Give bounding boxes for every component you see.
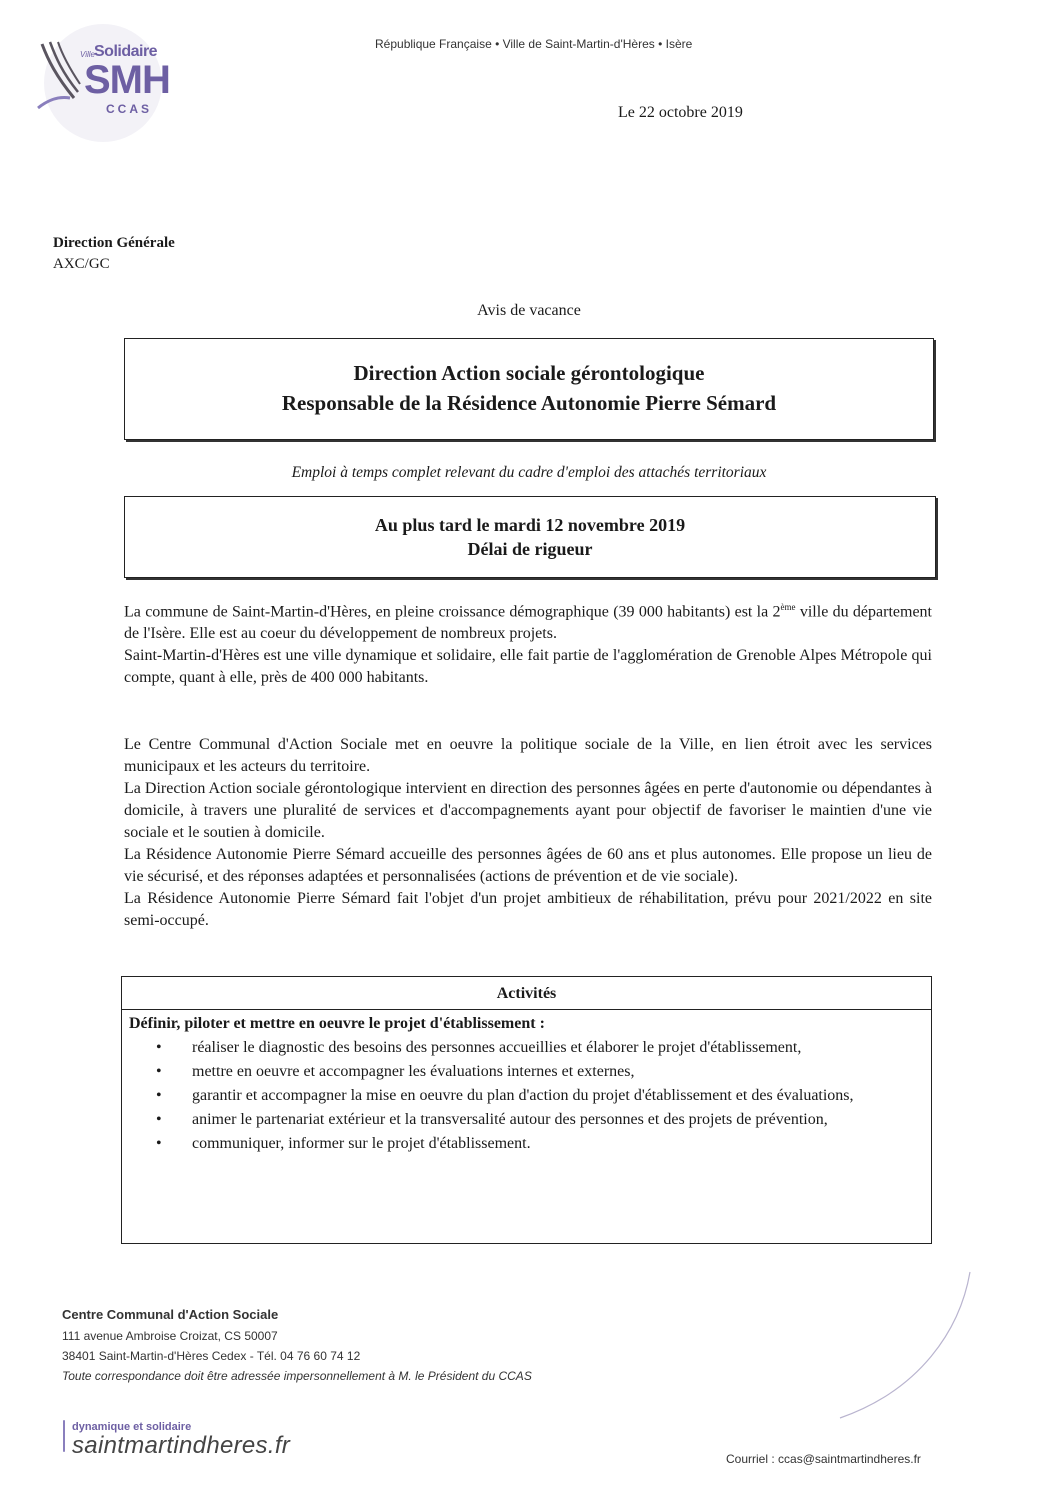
header-republique: République Française • Ville de Saint-Martin-d'Hères • Isère	[375, 37, 693, 51]
footer-org-name: Centre Communal d'Action Sociale	[62, 1307, 279, 1322]
website-bar	[63, 1420, 65, 1452]
deadline-date: Au plus tard le mardi 12 novembre 2019	[374, 515, 686, 535]
context-paragraph-3: La Résidence Autonomie Pierre Sémard accueille des personnes âgées de 60 ans et plus autonomes. Elle propose un lieu de vie sécurisé, et des réponses adaptées et personnalisées (actions de prévention et de vie sociale).	[124, 846, 932, 885]
deadline-box	[124, 496, 936, 578]
sender-direction: Direction Générale	[53, 235, 175, 251]
logo-smh-text: SMH	[84, 58, 170, 102]
logo-solidaire-text: Solidaire	[94, 43, 158, 60]
position-title-line2: Responsable de la Résidence Autonomie Pierre Sémard	[281, 391, 777, 415]
notice-avis: Avis de vacance	[477, 302, 581, 319]
letter-date: Le 22 octobre 2019	[618, 104, 743, 121]
activities-list	[152, 1037, 924, 1157]
logo-ville-text: Ville	[80, 50, 95, 59]
position-title-box	[124, 338, 934, 440]
ccas-logo	[18, 24, 168, 124]
intro-paragraph-2: Saint-Martin-d'Hères est une ville dynamique et solidaire, elle fait partie de l'agglomération de Grenoble Alpes Métropole qui compte, quant à elle, près de 400 000 habitants.	[124, 647, 932, 687]
context-paragraph-4: La Résidence Autonomie Pierre Sémard fait l'objet d'un projet ambitieux de réhabilitation, prévu pour 2021/2022 en site semi-occupé.	[124, 890, 932, 929]
list-item: • communiquer, informer sur le projet d'établissement.	[156, 1135, 531, 1152]
decorative-arc-icon	[820, 1270, 980, 1420]
list-item: • animer le partenariat extérieur et la transversalité autour des personnes et des projets de prévention,	[156, 1111, 828, 1128]
list-item: • mettre en oeuvre et accompagner les évaluations internes et externes,	[156, 1063, 635, 1080]
context-paragraph-1: Le Centre Communal d'Action Sociale met en oeuvre la politique sociale de la Ville, en lien étroit avec les services municipaux et les acteurs du territoire.	[124, 736, 932, 775]
intro-section	[124, 596, 932, 689]
footer-tagline: dynamique et solidaire	[72, 1421, 192, 1433]
sender-reference: AXC/GC	[53, 256, 110, 272]
context-section	[124, 734, 932, 932]
footer-website[interactable]: saintmartindheres.fr	[72, 1432, 291, 1459]
position-title-line1: Direction Action sociale gérontologique	[353, 361, 705, 385]
activities-title: Définir, piloter et mettre en oeuvre le projet d'établissement :	[129, 1015, 545, 1032]
activities-header: Activités	[122, 977, 931, 1010]
employment-type: Emploi à temps complet relevant du cadre d'emploi des attachés territoriaux	[291, 464, 767, 481]
footer-note: Toute correspondance doit être adressée impersonnellement à M. le Président du CCAS	[62, 1369, 532, 1383]
activities-table	[121, 976, 932, 1244]
footer-address-1: 111 avenue Ambroise Croizat, CS 50007	[62, 1329, 278, 1343]
footer-address-2: 38401 Saint-Martin-d'Hères Cedex - Tél. 04 76 60 74 12	[62, 1349, 361, 1363]
list-item: • réaliser le diagnostic des besoins des personnes accueillies et élaborer le projet d'établissement,	[156, 1039, 802, 1056]
deadline-note: Délai de rigueur	[467, 539, 593, 559]
logo-ccas-text: CCAS	[106, 102, 153, 116]
context-paragraph-2: La Direction Action sociale gérontologique intervient en direction des personnes âgées en perte d'autonomie ou dépendantes à domicile, à travers une pluralité de services et d'accompagnements ayant pour objectif de favoriser le maintien d'une vie sociale et le soutien à domicile.	[124, 780, 932, 841]
footer-email[interactable]: Courriel : ccas@saintmartindheres.fr	[726, 1452, 921, 1466]
intro-paragraph-1: La commune de Saint-Martin-d'Hères, en pleine croissance démographique (39 000 habitants) est la 2ème ville du département de l'Isère. Elle est au coeur du développement de nombreux projets.	[124, 602, 932, 643]
list-item: • garantir et accompagner la mise en oeuvre du plan d'action du projet d'établissement et des évaluations,	[156, 1087, 854, 1104]
